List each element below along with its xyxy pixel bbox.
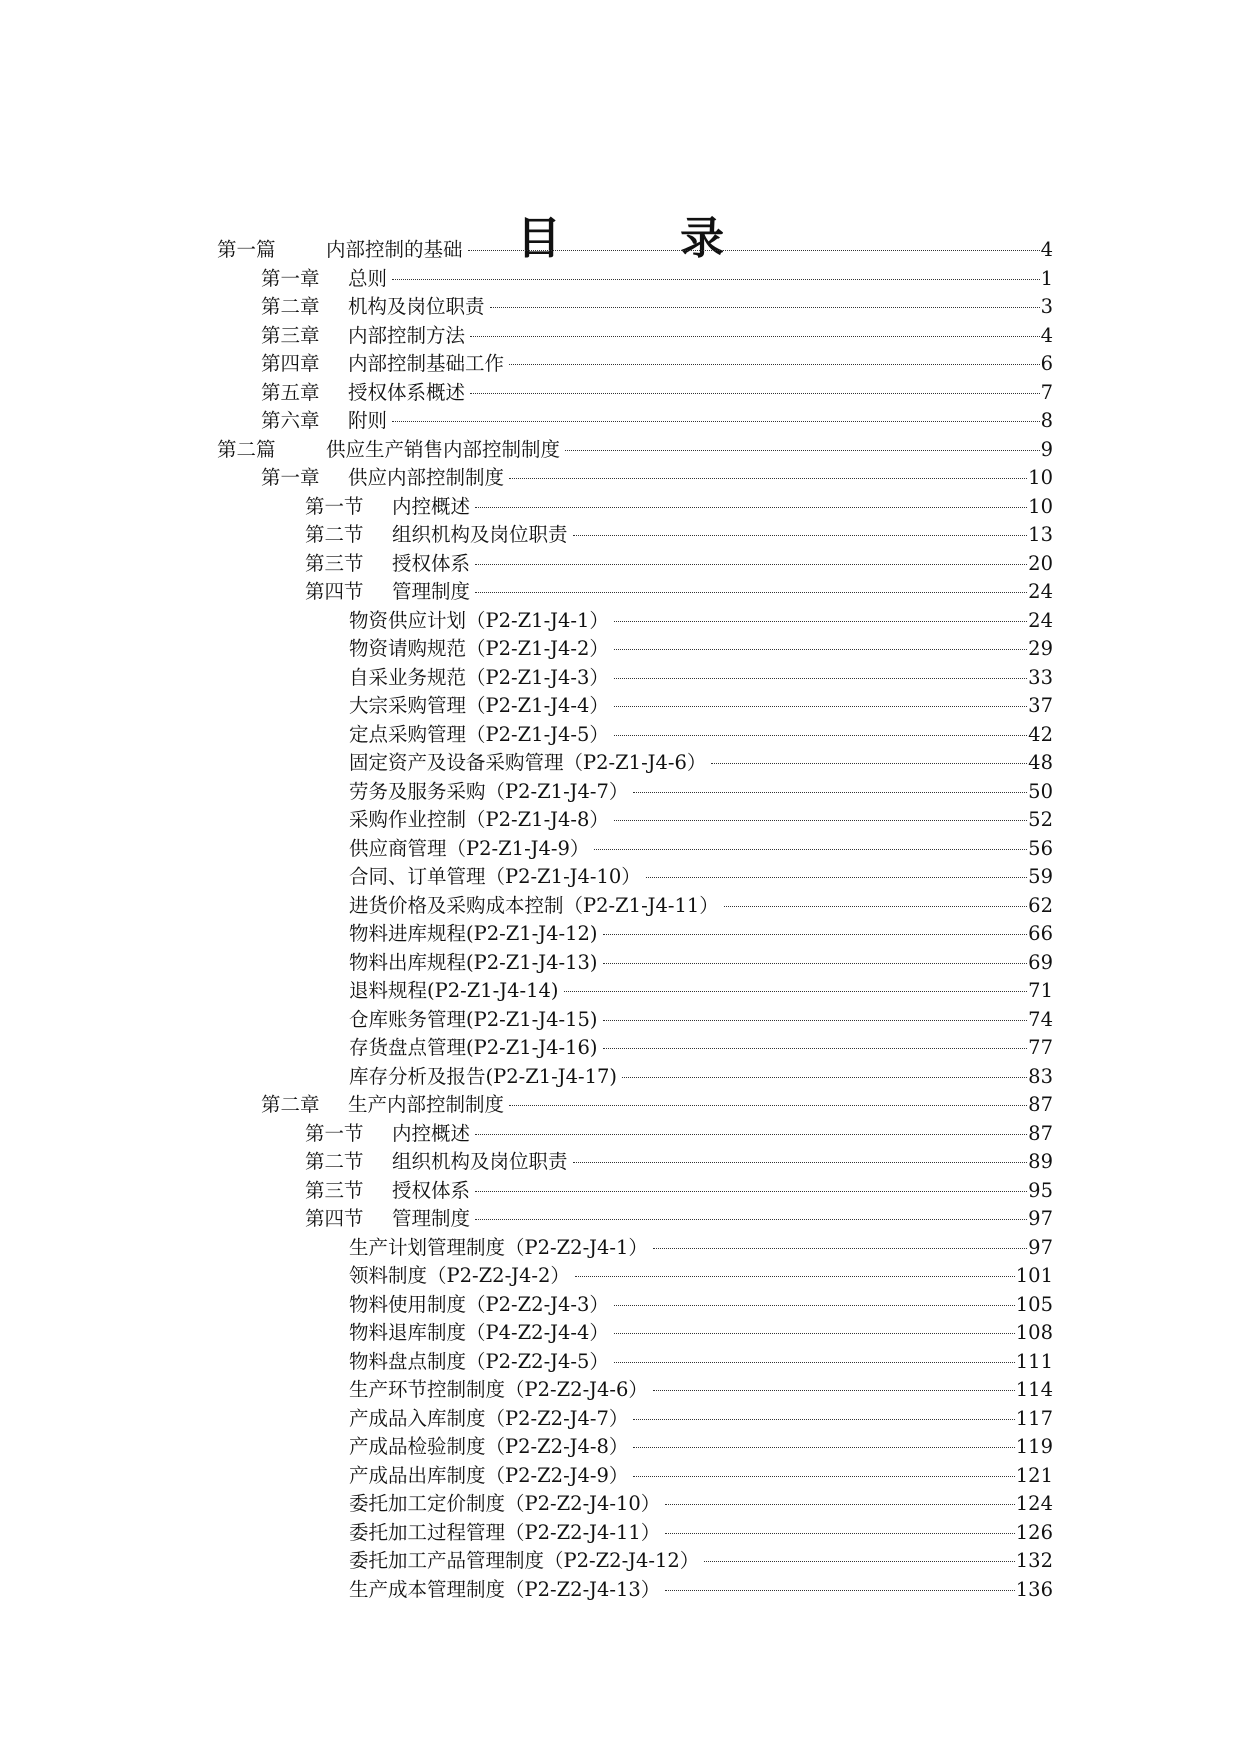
toc-entry-page: 56 [1028,836,1053,860]
toc-dot-leader [653,1390,1015,1391]
toc-entry-title: 定点采购管理（P2-Z1-J4-5） [349,722,609,746]
toc-entry-number: 第二节 [305,523,364,546]
toc-dot-leader [475,1219,1027,1220]
toc-dot-leader [573,535,1028,536]
toc-dot-leader [704,1561,1014,1562]
toc-entry-number: 第四章 [261,352,320,375]
toc-entry-title: 内部控制的基础 [326,238,463,261]
toc-entry[interactable] [217,521,1053,550]
toc-entry-title: 生产计划管理制度（P2-Z2-J4-1） [349,1235,648,1259]
toc-dot-leader [470,336,1040,337]
toc-entry-number: 第四节 [305,1207,364,1230]
toc-dot-leader [614,1333,1015,1334]
toc-entry-title: 物料进库规程(P2-Z1-J4-12) [349,922,598,945]
toc-entry-page: 1 [1040,266,1053,290]
toc-dot-leader [490,307,1040,308]
toc-entry-title: 固定资产及设备采购管理（P2-Z1-J4-6） [349,751,707,774]
toc-entry[interactable] [217,749,1053,778]
toc-entry-page: 124 [1015,1492,1053,1515]
toc-entry-page: 66 [1028,922,1053,945]
toc-entry[interactable] [217,436,1053,465]
toc-entry[interactable] [217,721,1053,750]
toc-entry[interactable] [217,977,1053,1006]
toc-dot-leader [614,735,1027,736]
toc-entry-title: 库存分析及报告(P2-Z1-J4-17) [349,1064,618,1088]
toc-entry[interactable] [217,464,1053,493]
toc-entry[interactable] [217,1405,1053,1434]
toc-entry-title: 自采业务规范（P2-Z1-J4-3） [349,665,609,689]
toc-entry[interactable] [217,1063,1053,1092]
toc-dot-leader [614,621,1027,622]
toc-dot-leader [564,991,1028,992]
toc-entry-title: 委托加工过程管理（P2-Z2-J4-11） [349,1520,661,1544]
toc-entry-title: 机构及岗位职责 [348,295,485,318]
toc-entry-title: 生产成本管理制度（P2-Z2-J4-13） [349,1577,661,1601]
toc-entry-title: 物资供应计划（P2-Z1-J4-1） [349,608,609,632]
toc-entry-title: 合同、订单管理（P2-Z1-J4-10） [349,865,641,888]
toc-entry-page: 89 [1028,1150,1053,1173]
toc-entry-page: 83 [1028,1064,1053,1088]
toc-entry-title: 进货价格及采购成本控制（P2-Z1-J4-11） [349,893,719,917]
toc-entry-number: 第二篇 [217,437,276,461]
toc-entry-title: 附则 [348,409,388,432]
toc-entry-page: 132 [1015,1549,1053,1572]
toc-entry[interactable] [217,1376,1053,1405]
toc-entry-title: 劳务及服务采购（P2-Z1-J4-7） [349,779,629,803]
toc-entry-page: 37 [1028,694,1053,717]
toc-entry-page: 126 [1015,1520,1053,1544]
toc-entry-page: 7 [1040,380,1053,404]
toc-entry-number: 第一章 [261,266,320,290]
toc-entry-page: 29 [1028,637,1053,660]
toc-dot-leader [665,1504,1014,1505]
toc-entry-number: 第六章 [261,409,320,432]
toc-entry-title: 物料盘点制度（P2-Z2-J4-5） [349,1349,609,1373]
toc-entry[interactable] [217,806,1053,835]
toc-dot-leader [614,820,1027,821]
toc-entry[interactable] [217,1319,1053,1348]
toc-entry-page: 8 [1040,409,1053,432]
toc-entry-number: 第三章 [261,323,320,347]
toc-entry[interactable] [217,1205,1053,1234]
toc-entry-number: 第五章 [261,380,320,404]
toc-dot-leader [614,1305,1015,1306]
toc-entry-page: 87 [1028,1121,1053,1145]
toc-dot-leader [614,649,1027,650]
toc-dot-leader [603,1048,1028,1049]
toc-entry-title: 授权体系 [392,551,471,575]
toc-entry-page: 6 [1040,352,1053,375]
toc-dot-leader [646,877,1027,878]
toc-dot-leader [633,1476,1014,1477]
toc-dot-leader [653,1248,1027,1249]
toc-entry-title: 组织机构及岗位职责 [392,1150,568,1173]
toc-dot-leader [665,1590,1014,1591]
toc-entry-title: 委托加工定价制度（P2-Z2-J4-10） [349,1492,661,1515]
toc-entry-title: 产成品入库制度（P2-Z2-J4-7） [349,1406,629,1430]
toc-entry-title: 物料出库规程(P2-Z1-J4-13) [349,950,598,974]
toc-entry-number: 第一篇 [217,238,276,261]
toc-entry-page: 9 [1040,437,1053,461]
toc-entry[interactable] [217,1547,1053,1576]
toc-entry[interactable] [217,778,1053,807]
toc-entry-page: 10 [1028,466,1053,489]
toc-entry[interactable] [217,578,1053,607]
toc-entry[interactable] [217,293,1053,322]
toc-entry-title: 授权体系概述 [348,380,466,404]
toc-dot-leader [603,934,1028,935]
toc-entry-page: 69 [1028,950,1053,974]
toc-entry[interactable] [217,350,1053,379]
toc-entry-page: 52 [1028,808,1053,831]
toc-dot-leader [565,450,1040,451]
toc-entry[interactable] [217,236,1053,265]
toc-entry-title: 产成品出库制度（P2-Z2-J4-9） [349,1463,629,1487]
toc-entry-page: 77 [1028,1036,1053,1059]
toc-entry-page: 136 [1015,1577,1053,1601]
toc-entry[interactable] [217,1348,1053,1377]
toc-entry-number: 第三节 [305,551,364,575]
toc-entry-title: 供应商管理（P2-Z1-J4-9） [349,836,590,860]
toc-entry[interactable] [217,1234,1053,1263]
toc-entry[interactable] [217,920,1053,949]
toc-entry-number: 第一节 [305,494,364,518]
toc-entry-title: 供应内部控制制度 [348,466,505,489]
toc-entry-page: 50 [1028,779,1053,803]
toc-entry-page: 87 [1028,1093,1053,1116]
toc-dot-leader [614,678,1027,679]
toc-entry-number: 第一章 [261,466,320,489]
toc-entry-title: 生产环节控制制度（P2-Z2-J4-6） [349,1378,648,1401]
toc-dot-leader [392,421,1040,422]
toc-entry-title: 授权体系 [392,1178,471,1202]
toc-entry-title: 内控概述 [392,1121,471,1145]
toc-entry-page: 62 [1028,893,1053,917]
toc-entry-title: 供应生产销售内部控制制度 [326,437,561,461]
toc-entry-title: 管理制度 [392,1207,471,1230]
toc-dot-leader [575,1276,1015,1277]
toc-entry-page: 114 [1015,1378,1053,1401]
toc-entry-title: 委托加工产品管理制度（P2-Z2-J4-12） [349,1549,700,1572]
toc-entry-page: 4 [1040,238,1053,261]
toc-entry[interactable] [217,863,1053,892]
toc-dot-leader [594,849,1027,850]
toc-entry-number: 第二节 [305,1150,364,1173]
toc-entry[interactable] [217,1433,1053,1462]
toc-dot-leader [614,1362,1015,1363]
toc-entry-page: 42 [1028,722,1053,746]
toc-entry-title: 领料制度（P2-Z2-J4-2） [349,1264,570,1287]
toc-entry-title: 物资请购规范（P2-Z1-J4-2） [349,637,609,660]
toc-entry-title: 大宗采购管理（P2-Z1-J4-4） [349,694,609,717]
toc-entry[interactable] [217,1034,1053,1063]
toc-dot-leader [470,393,1040,394]
toc-entry[interactable] [217,322,1053,351]
toc-entry-title: 管理制度 [392,580,471,603]
toc-entry[interactable] [217,892,1053,921]
toc-entry-page: 59 [1028,865,1053,888]
toc-entry-number: 第三节 [305,1178,364,1202]
toc-entry-number: 第四节 [305,580,364,603]
toc-entry[interactable] [217,1120,1053,1149]
toc-dot-leader [711,763,1027,764]
toc-dot-leader [475,507,1027,508]
toc-entry-page: 13 [1028,523,1053,546]
toc-entry[interactable] [217,949,1053,978]
toc-entry[interactable] [217,1148,1053,1177]
toc-entry-page: 33 [1028,665,1053,689]
toc-entry-page: 3 [1040,295,1053,318]
toc-entry-page: 111 [1015,1349,1053,1373]
toc-entry-page: 4 [1040,323,1053,347]
toc-entry-title: 退料规程(P2-Z1-J4-14) [349,979,559,1002]
toc-entry[interactable] [217,1576,1053,1605]
toc-entry[interactable] [217,607,1053,636]
toc-dot-leader [633,1419,1014,1420]
toc-dot-leader [633,792,1027,793]
toc-entry-page: 97 [1028,1207,1053,1230]
toc-dot-leader [724,906,1027,907]
toc-entry[interactable] [217,407,1053,436]
toc-entry[interactable] [217,835,1053,864]
toc-entry-title: 物料退库制度（P4-Z2-J4-4） [349,1321,609,1344]
toc-dot-leader [392,279,1040,280]
toc-entry[interactable] [217,1177,1053,1206]
toc-entry[interactable] [217,1006,1053,1035]
toc-entry-title: 组织机构及岗位职责 [392,523,568,546]
toc-entry-title: 总则 [348,266,388,290]
toc-dot-leader [603,963,1028,964]
toc-entry[interactable] [217,1462,1053,1491]
page-title: 目 录 [516,213,777,265]
toc-dot-leader [509,1105,1027,1106]
toc-entry-page: 108 [1015,1321,1053,1344]
toc-dot-leader [475,1134,1027,1135]
toc-entry[interactable] [217,692,1053,721]
toc-entry-title: 物料使用制度（P2-Z2-J4-3） [349,1292,609,1316]
toc-entry[interactable] [217,1519,1053,1548]
toc-entry[interactable] [217,664,1053,693]
toc-entry-number: 第二章 [261,295,320,318]
toc-entry-page: 121 [1015,1463,1053,1487]
toc-dot-leader [614,706,1027,707]
toc-entry[interactable] [217,1262,1053,1291]
toc-entry-title: 内控概述 [392,494,471,518]
toc-dot-leader [509,364,1040,365]
toc-entry-title: 存货盘点管理(P2-Z1-J4-16) [349,1036,598,1059]
toc-entry-page: 48 [1028,751,1053,774]
toc-entry-page: 97 [1028,1235,1053,1259]
toc-dot-leader [603,1020,1028,1021]
toc-entry-title: 生产内部控制制度 [348,1093,505,1116]
toc-entry-page: 95 [1028,1178,1053,1202]
toc-entry-page: 71 [1028,979,1053,1002]
toc-entry-title: 采购作业控制（P2-Z1-J4-8） [349,808,609,831]
toc-dot-leader [509,478,1027,479]
toc-entry-title: 内部控制基础工作 [348,352,505,375]
toc-entry-page: 24 [1028,608,1053,632]
toc-entry-page: 117 [1015,1406,1053,1430]
toc-entry[interactable] [217,379,1053,408]
toc-entry[interactable] [217,1490,1053,1519]
toc-entry[interactable] [217,635,1053,664]
toc-dot-leader [475,564,1027,565]
toc-dot-leader [622,1077,1027,1078]
toc-entry-title: 内部控制方法 [348,323,466,347]
toc-entry-title: 仓库账务管理(P2-Z1-J4-15) [349,1007,598,1031]
toc-entry[interactable] [217,550,1053,579]
toc-entry-number: 第一节 [305,1121,364,1145]
toc-entry-page: 24 [1028,580,1053,603]
toc-entry[interactable] [217,493,1053,522]
toc-entry[interactable] [217,1291,1053,1320]
toc-dot-leader [468,250,1040,251]
toc-entry-page: 119 [1015,1435,1053,1458]
toc-entry-page: 10 [1028,494,1053,518]
toc-dot-leader [475,1191,1027,1192]
table-of-contents [217,236,1053,1604]
toc-dot-leader [573,1162,1028,1163]
toc-entry-page: 20 [1028,551,1053,575]
toc-dot-leader [665,1533,1014,1534]
toc-entry[interactable] [217,265,1053,294]
toc-entry-page: 74 [1028,1007,1053,1031]
toc-entry[interactable] [217,1091,1053,1120]
toc-dot-leader [633,1447,1014,1448]
toc-dot-leader [475,592,1027,593]
toc-entry-title: 产成品检验制度（P2-Z2-J4-8） [349,1435,629,1458]
toc-entry-page: 101 [1015,1264,1053,1287]
toc-entry-number: 第二章 [261,1093,320,1116]
toc-entry-page: 105 [1015,1292,1053,1316]
